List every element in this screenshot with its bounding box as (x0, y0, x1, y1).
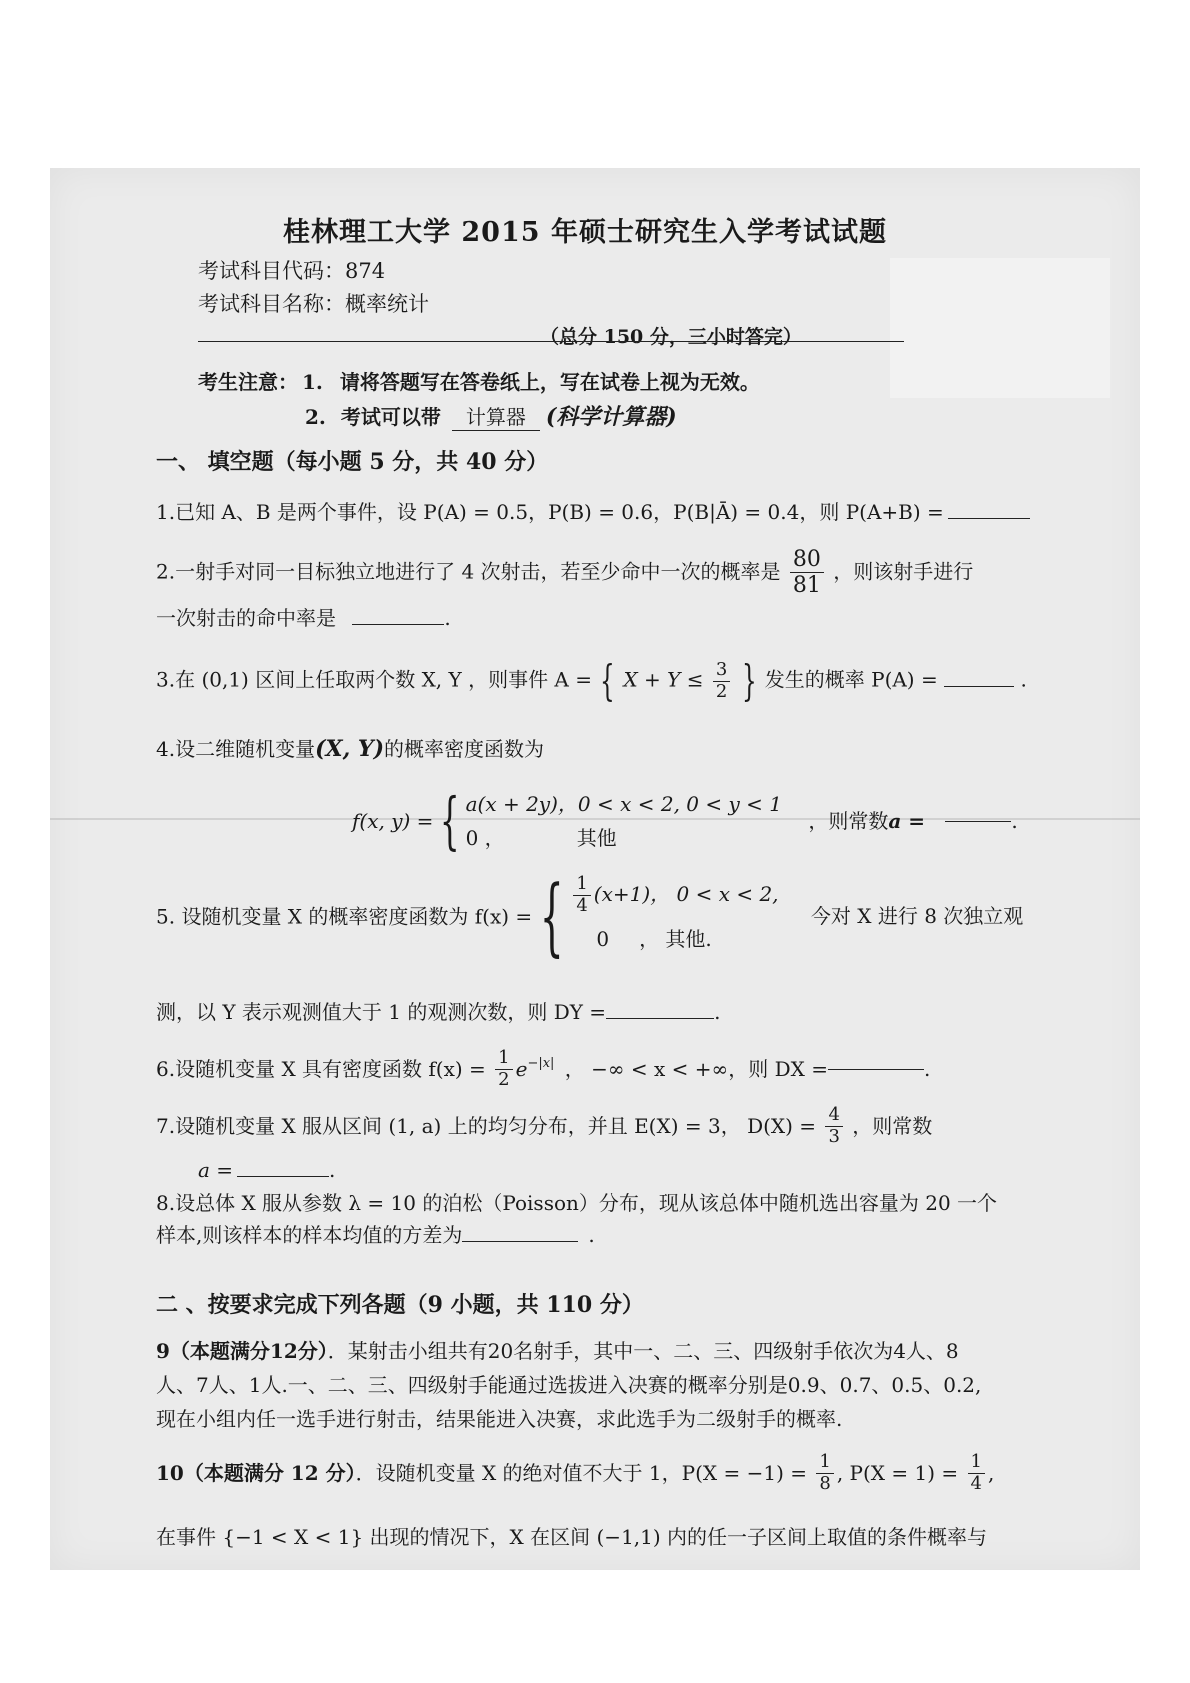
question-6-answer-blank (828, 1069, 924, 1070)
question-4-text-b: 的概率密度函数为 (384, 737, 545, 761)
subject-code-line (198, 255, 385, 285)
question-9-line-2 (156, 1370, 981, 1400)
question-10-heading: 10（本题满分 12 分） (156, 1461, 356, 1486)
question-5-end: . (714, 1000, 721, 1024)
question-8-text-b: 样本,则该样本的样本均值的方差为 (156, 1223, 463, 1247)
question-3-set-left-brace: { (600, 656, 616, 706)
question-2 (156, 547, 973, 599)
question-4-function: f(x, y) = (352, 809, 434, 833)
question-9-text-c: 现在小组内任一选手进行射击，结果能进入决赛，求此选手为二级射手的概率. (156, 1407, 843, 1431)
question-4 (156, 734, 544, 764)
question-2-end: . (444, 606, 451, 630)
question-4-constant: a = (888, 809, 926, 833)
question-6-text-a: 6.设随机变量 X 具有密度函数 f(x) = (156, 1057, 486, 1082)
question-7-text-b: ，则常数 (852, 1114, 933, 1139)
question-5-text-b: 今对 X 进行 8 次独立观 (810, 904, 1024, 929)
question-5-cases-brace: { (539, 867, 564, 966)
question-7-numerator: 4 (825, 1105, 842, 1127)
question-3-text-a: 3.在 (0,1) 区间上任取两个数 X, Y ，则事件 A = (156, 667, 592, 692)
question-5-line-2 (156, 997, 720, 1027)
question-2-text-c: 一次射击的命中率是 (156, 606, 336, 630)
note-1-index: 1. (302, 370, 323, 394)
question-4-text-a: 4.设二维随机变量 (156, 737, 316, 761)
question-8 (156, 1188, 997, 1218)
question-1 (156, 497, 1030, 527)
question-4-case-2-value: 0 ， (465, 826, 505, 850)
candidate-note-1 (198, 366, 760, 395)
question-4-answer-blank (945, 821, 1011, 822)
handwritten-annotation: (科学计算器) (545, 404, 677, 430)
question-2-denominator: 81 (792, 573, 821, 599)
question-10-numerator-2: 1 (968, 1452, 985, 1474)
question-3-answer-blank (944, 686, 1014, 687)
question-6-exp-base: e (515, 1057, 528, 1082)
candidate-note-2 (305, 400, 677, 431)
section-2-heading: 二 、按要求完成下列各题（9 小题，共 110 分） (156, 1292, 644, 1318)
section-1-heading: 一、 填空题（每小题 5 分，共 40 分） (156, 449, 549, 475)
question-2-answer-blank (352, 624, 444, 625)
question-5 (156, 867, 1024, 966)
question-4-text-c: ，则常数 (808, 809, 889, 833)
question-5-text-a: 5. 设随机变量 X 的概率密度函数为 f(x) = (156, 904, 533, 929)
question-5-answer-blank (606, 1018, 714, 1019)
question-5-numerator: 1 (573, 874, 590, 896)
question-5-text-c: 测，以 Y 表示观测值大于 1 的观测次数，则 DY = (156, 1000, 607, 1024)
question-2-line-2 (156, 603, 451, 633)
question-7-text-a: 7.设随机变量 X 服从区间 (1, a) 上的均匀分布，并且 E(X) = 3， D(X) = (156, 1114, 817, 1139)
question-10-fraction-2 (968, 1452, 985, 1494)
exam-title: 桂林理工大学 2015 年硕士研究生入学考试试题 (283, 217, 887, 248)
question-10-text-mid: , P(X = 1) = (836, 1461, 959, 1486)
question-10 (156, 1452, 994, 1494)
question-4-cases (466, 787, 782, 855)
subject-name-label: 考试科目名称： (198, 292, 345, 316)
question-3-fraction (713, 660, 730, 702)
question-4-case-1: a(x + 2y)，0 < x < 2, 0 < y < 1 (465, 792, 782, 816)
question-6-numerator: 1 (495, 1048, 512, 1070)
question-9-text-a: ．某射击小组共有20名射手，其中一、二、三、四级射手依次为4人、8 (327, 1339, 959, 1363)
question-7-end: . (329, 1158, 336, 1182)
question-2-text-b: ，则该射手进行 (833, 559, 974, 584)
question-3-set-condition: X + Y ≤ (623, 667, 704, 692)
question-3-end: . (1020, 667, 1027, 692)
question-5-case-2-condition: ， 其他. (639, 926, 712, 951)
bleed-through-region (890, 258, 1110, 398)
question-10-end: , (987, 1461, 995, 1486)
question-1-answer-blank (948, 518, 1030, 519)
question-10-line-2 (156, 1522, 987, 1552)
question-2-numerator: 80 (790, 547, 824, 573)
question-4-case-2-condition: 其他 (576, 826, 617, 850)
question-10-text-a: ．设随机变量 X 的绝对值不大于 1，P(X = −1) = (355, 1461, 807, 1486)
question-5-case-1-text: (x+1)， 0 < x < 2, (593, 882, 779, 906)
question-4-case-2 (466, 821, 782, 855)
subject-name-line (198, 288, 429, 318)
question-10-fraction-1 (816, 1452, 833, 1494)
question-10-numerator-1: 1 (816, 1452, 833, 1474)
note-2-blank (452, 401, 540, 431)
question-7-constant: a = (198, 1158, 234, 1182)
question-2-text-a: 2.一射手对同一目标独立地进行了 4 次射击，若至少命中一次的概率是 (156, 559, 781, 584)
question-4-density (352, 784, 1018, 857)
question-3 (156, 656, 1027, 706)
question-6-text-b: ， −∞ < x < +∞，则 DX = (564, 1057, 828, 1082)
question-6-exponent: −|x| (527, 1056, 555, 1072)
question-9-heading: 9（本题满分12分） (156, 1339, 328, 1363)
question-7-line-2 (198, 1155, 335, 1185)
question-4-end: . (1011, 809, 1018, 833)
note-1-text: 请将答题写在答卷纸上，写在试卷上视为无效。 (339, 370, 760, 394)
question-5-case-1 (570, 872, 778, 917)
notes-heading: 考生注意： (198, 370, 298, 394)
question-3-text-b: 发生的概率 P(A) = (764, 667, 938, 692)
subject-code-label: 考试科目代码： (198, 259, 345, 283)
question-9-line-3 (156, 1404, 842, 1434)
question-7 (156, 1105, 932, 1147)
subject-name-value: 概率统计 (345, 292, 429, 316)
question-8-end: . (588, 1223, 595, 1247)
note-2-index: 2. (305, 405, 326, 429)
question-5-case-2-value: 0 (596, 926, 610, 951)
question-7-answer-blank (237, 1176, 329, 1177)
header-rule (198, 341, 904, 342)
question-5-denominator: 4 (576, 895, 588, 916)
question-8-text-a: 8.设总体 X 服从参数 λ = 10 的泊松（Poisson）分布，现从该总体中随机选出容量为 20 一个 (156, 1191, 998, 1215)
question-6-end: . (923, 1057, 931, 1082)
note-2-text: 考试可以带 (340, 405, 441, 429)
question-10-denominator-2: 4 (970, 1472, 982, 1494)
question-3-numerator: 3 (713, 660, 730, 682)
question-1-text: 1.已知 A、B 是两个事件，设 P(A) = 0.5，P(B) = 0.6，P(B|Ā) = 0.4，则 P(A+B) = (156, 500, 944, 524)
question-4-cases-brace: { (439, 784, 460, 857)
question-5-cases (570, 872, 778, 961)
question-6-denominator: 2 (498, 1068, 510, 1090)
question-3-set-right-brace: } (741, 656, 757, 706)
question-6 (156, 1048, 930, 1090)
question-6-fraction (495, 1048, 512, 1090)
question-8-line-2 (156, 1220, 595, 1250)
question-7-fraction (825, 1105, 842, 1147)
question-4-random-vector: (X, Y) (315, 736, 385, 762)
subject-code-value: 874 (345, 259, 386, 283)
question-7-denominator: 3 (828, 1125, 840, 1147)
question-5-case-2 (570, 917, 778, 961)
total-score-note: （总分 150 分，三小时答完） (540, 326, 802, 348)
question-2-fraction (790, 547, 824, 599)
note-2-blank-value: 计算器 (465, 405, 526, 429)
question-8-answer-blank (462, 1241, 578, 1242)
question-3-denominator: 2 (715, 680, 728, 702)
question-9 (156, 1336, 959, 1366)
question-10-denominator-1: 8 (819, 1472, 831, 1494)
question-5-fraction (573, 874, 590, 916)
question-9-text-b: 人、7人、1人.一、二、三、四级射手能通过选拔进入决赛的概率分别是0.9、0.7、0.5、0.2, (156, 1373, 982, 1397)
question-10-text-b: 在事件 {−1 < X < 1} 出现的情况下，X 在区间 (−1,1) 内的任一子区间上取值的条件概率与 (156, 1525, 988, 1549)
